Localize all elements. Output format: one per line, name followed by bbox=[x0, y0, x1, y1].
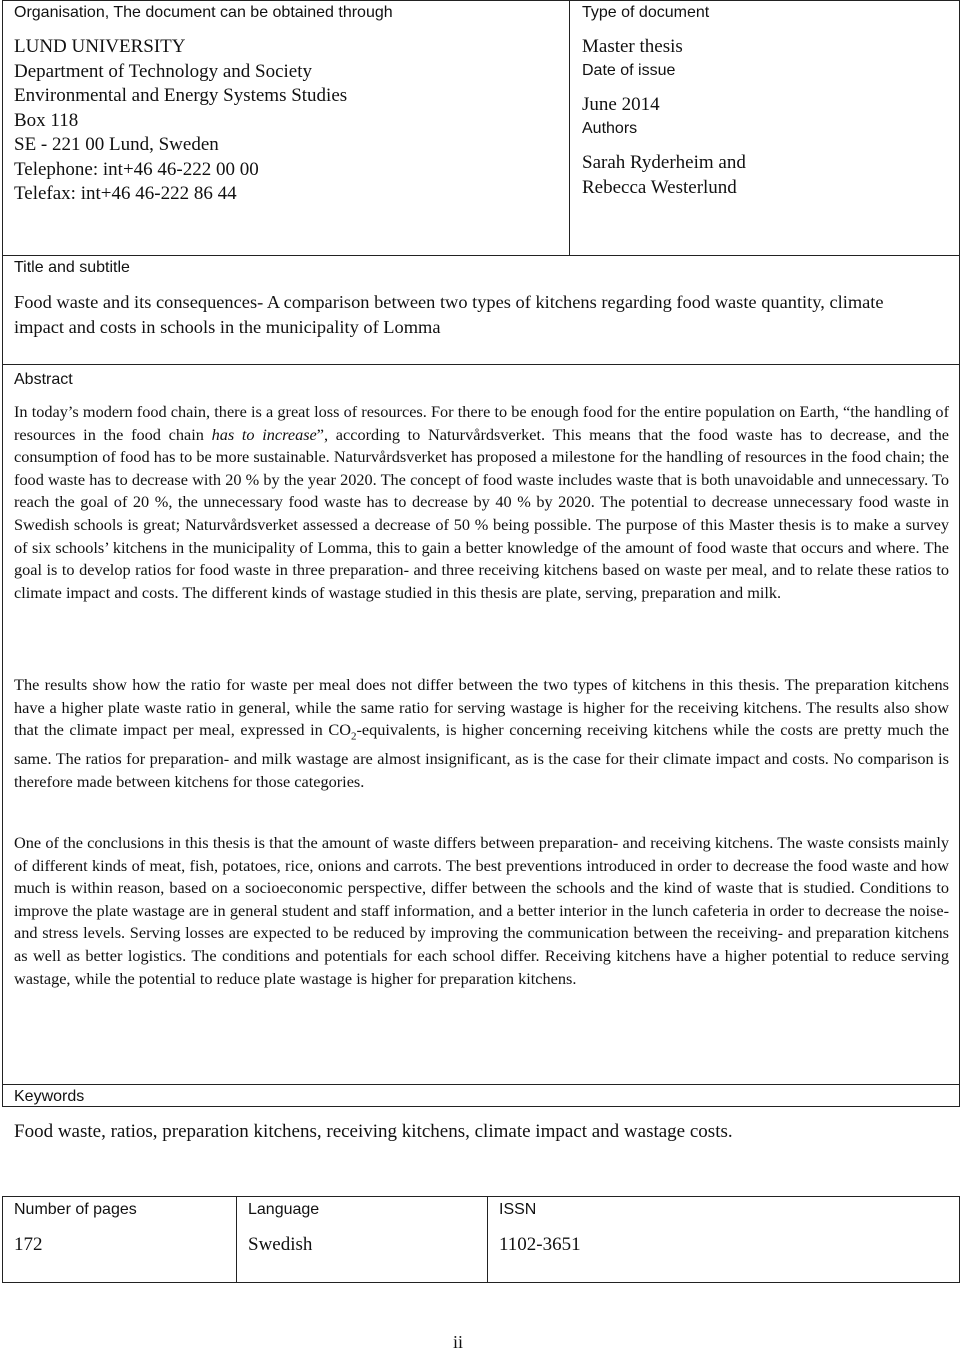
abstract-p1-text-b: ”, according to Naturvårdsverket. This means that the food waste has to decrease, and the consumption of food has to be more sustainable. Naturvårdsverket has proposed a milestone for the handling of resources in the food chain; the food waste has to decrease with 20 % by the year 2020. The concept of food waste includes waste that is both unavoidable and unnecessary. To reach the goal of 20 %, the unnecessary food waste has to decrease by 40 % by 2020. The potential to decrease unnecessary food waste in Swedish schools is great; Naturvårdsverket assessed a decrease of 50 % being possible. The purpose of this Master thesis is to make a survey of six schools’ kitchens in the municipality of Lomma, this to gain a better knowledge of the amount of food waste that occurs and where. The goal is to develop ratios for food waste in three preparation- and three receiving kitchens based on waste per meal, and to relate these ratios to climate impact and costs. The different kinds of wastage studied in this thesis are plate, serving, preparation and milk. bbox=[14, 424, 949, 602]
postal-address: SE - 221 00 Lund, Sweden bbox=[14, 134, 219, 155]
date-label: Date of issue bbox=[582, 62, 676, 79]
postal-box: Box 118 bbox=[14, 109, 79, 131]
pages-value: 172 bbox=[14, 1234, 43, 1255]
abstract-paragraph-2 bbox=[14, 674, 949, 793]
footer-table bbox=[2, 1196, 960, 1283]
thesis-title: Food waste and its consequences- A comparison between two types of kitchens regarding food waste quantity, climate impact and costs in schools in the municipality of Lomma bbox=[14, 292, 884, 337]
authors-label: Authors bbox=[582, 120, 638, 137]
title-label: Title and subtitle bbox=[14, 259, 130, 276]
language-label: Language bbox=[248, 1201, 320, 1218]
type-label: Type of document bbox=[582, 4, 710, 21]
keywords-label: Keywords bbox=[14, 1088, 85, 1105]
date-value: June 2014 bbox=[582, 94, 660, 115]
pages-label: Number of pages bbox=[14, 1201, 137, 1218]
abstract-p2-subscript: 2 bbox=[350, 730, 357, 743]
abstract-paragraph-3: One of the conclusions in this thesis is that the amount of waste differs between preparation- and receiving kitchens. The waste consists mainly of different kinds of meat, fish, potatoes, rice, onions and carrots. The best preventions introduced in order to decrease the food waste and how much is within reason, based on a socioeconomic perspective, differ between the schools and the kind of waste that is studied. Conditions to improve the plate wastage are in general student and staff information, and a better interior in the lunch cafeteria in order to decrease the noise- and stress levels. Serving losses are expected to be reduced by improving the communication between the receiving- and preparation kitchens as well as better logistics. The conditions and potentials for each school differ. Receiving kitchens have a higher potential to reduce serving wastage, while the potential to reduce plate wastage is higher for preparation kitchens. bbox=[14, 833, 949, 988]
organisation-block bbox=[14, 35, 559, 207]
telefax: Telefax: int+46 46-222 86 44 bbox=[14, 183, 237, 204]
issn-label: ISSN bbox=[499, 1201, 537, 1218]
footer-divider-1 bbox=[236, 1196, 237, 1283]
abstract-p1-emphasis: has to increase bbox=[211, 424, 317, 444]
keywords-divider bbox=[2, 1084, 960, 1085]
abstract-p2-text-b: -equivalents, is higher concerning receiving kitchens while the costs are pretty much the same. The ratios for preparation- and milk wastage are almost insignificant, as is the case for their climate impact and costs. No comparison is therefore made between kitchens for those categories. bbox=[14, 720, 949, 791]
authors-line-1: Sarah Ryderheim and bbox=[582, 152, 746, 173]
division-name: Environmental and Energy Systems Studies bbox=[14, 85, 348, 106]
issn-value: 1102-3651 bbox=[499, 1234, 581, 1255]
header-divider bbox=[569, 0, 570, 256]
authors-line-2: Rebecca Westerlund bbox=[582, 177, 737, 198]
abstract-p2-text-a: The results show how the ratio for waste per meal does not differ between the two types of kitchens in this thesis. The preparation kitchens have a higher plate waste ratio in general, while the same ratio for serving wastage is higher for the receiving kitchens. The results also show that the climate impact per meal, expressed in CO bbox=[14, 675, 949, 740]
title-divider bbox=[2, 364, 960, 365]
abstract-p1-text-a: In today’s modern food chain, there is a great loss of resources. For there to be enough food for the entire population on Earth, “the handling of resources in the food chain bbox=[14, 402, 949, 444]
page-number: ii bbox=[452, 1332, 463, 1352]
organisation-label: Organisation, The document can be obtained through bbox=[14, 4, 393, 21]
language-value: Swedish bbox=[248, 1234, 313, 1255]
telephone: Telephone: int+46 46-222 00 00 bbox=[14, 158, 259, 180]
abstract-label: Abstract bbox=[14, 371, 73, 388]
keywords-value: Food waste, ratios, preparation kitchens, receiving kitchens, climate impact and wastage costs. bbox=[14, 1121, 733, 1142]
university-name: LUND UNIVERSITY bbox=[14, 36, 186, 57]
type-value: Master thesis bbox=[582, 36, 683, 57]
department-name: Department of Technology and Society bbox=[14, 60, 313, 82]
abstract-paragraph-1 bbox=[14, 401, 949, 604]
footer-divider-2 bbox=[487, 1196, 488, 1283]
